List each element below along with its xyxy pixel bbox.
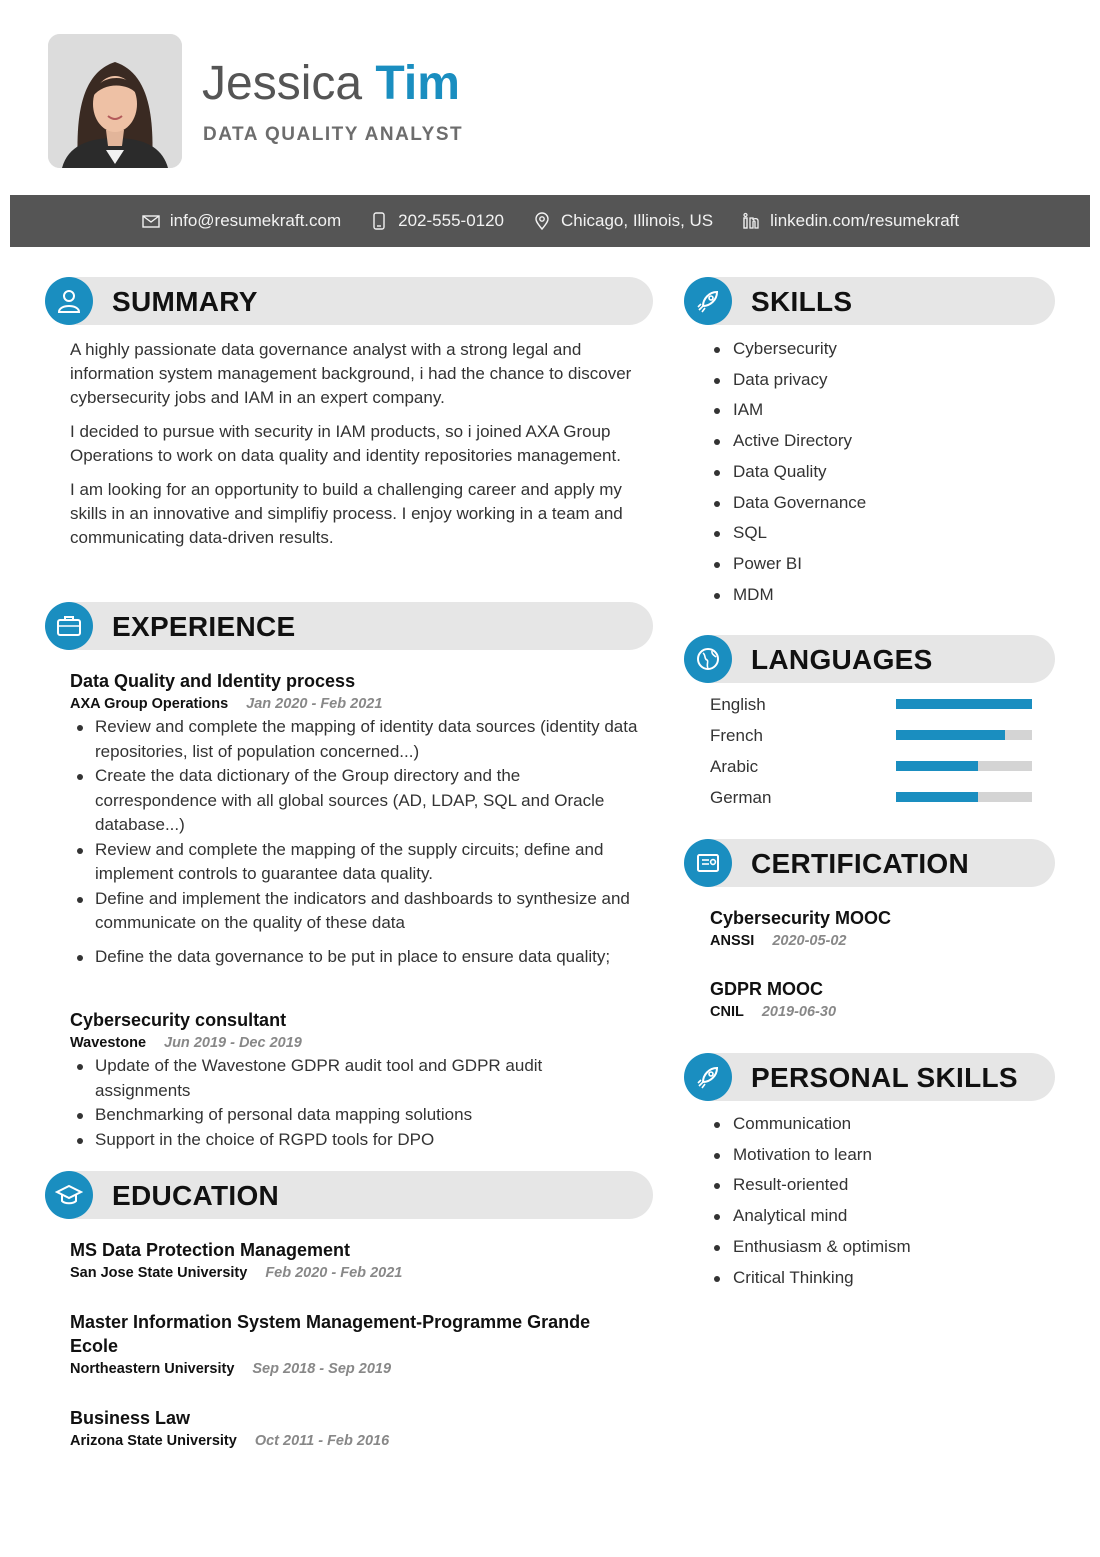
summary-icon-badge [45,277,93,325]
summary-header [46,277,653,325]
summary-paragraph: I decided to pursue with security in IAM products, so i joined AXA Group Operations to work on data quality and identity repositories management. [70,422,621,465]
responsibility-list [70,715,640,969]
certification-header [685,839,1055,887]
language-row [710,785,1035,816]
languages-list [710,692,1035,816]
degree-title: Master Information System Management-Programme Grande Ecole [70,1312,591,1356]
rocket-icon [694,287,722,315]
certification-heading: CERTIFICATION [751,848,970,879]
certification-item [710,977,1040,1023]
list-item: Analytical mind [711,1201,911,1232]
education-heading: EDUCATION [112,1180,280,1211]
experience-item [70,669,640,969]
language-level-fill [896,699,1032,709]
language-name: German [710,788,772,807]
list-item: Benchmarking of personal data mapping solutions [70,1103,640,1128]
education-item [70,1406,640,1452]
list-item: IAM [711,395,866,426]
degree-title: MS Data Protection Management [70,1240,351,1260]
list-item: Active Directory [711,426,866,457]
experience-header [46,602,653,650]
position-dates: Jan 2020 - Feb 2021 [246,696,383,712]
contact-phone[interactable] [369,211,504,231]
education-meta [70,1262,640,1284]
linkedin-icon [741,211,761,231]
personal-skills-header [685,1053,1055,1101]
education-meta [70,1358,630,1380]
list-item: Data Governance [711,488,866,519]
certification-issuer: CNIL [710,1004,744,1020]
language-level-bar [896,730,1032,740]
candidate-name [202,56,460,112]
company-name: Wavestone [70,1035,147,1051]
skills-list [711,334,866,610]
last-name: Tim [375,57,460,110]
graduation-cap-icon [55,1181,83,1209]
certification-icon-badge [684,839,732,887]
personal-skills-heading: PERSONAL SKILLS [751,1062,1018,1093]
list-item: Update of the Wavestone GDPR audit tool and GDPR audit assignments [70,1054,640,1103]
education-header [46,1171,653,1219]
user-icon [55,287,83,315]
profile-photo [48,34,182,168]
language-level-bar [896,792,1032,802]
list-item: Motivation to learn [711,1140,911,1171]
certification-issuer: ANSSI [710,933,755,949]
school-name: Arizona State University [70,1433,237,1449]
list-item: Critical Thinking [711,1263,911,1294]
summary-paragraph: A highly passionate data governance analyst with a strong legal and information system management background, i had the chance to discover cybersecurity jobs and IAM in an expert company. [70,340,632,407]
contact-location [532,211,713,231]
list-item: Power BI [711,549,866,580]
certification-item [710,906,1040,952]
education-item [70,1310,630,1380]
list-item: Enthusiasm & optimism [711,1232,911,1263]
portrait-image [48,34,182,168]
phone-icon [369,211,389,231]
language-name: Arabic [710,757,759,776]
education-icon-badge [45,1171,93,1219]
contact-bar [10,195,1090,247]
list-item: Define and implement the indicators and dashboards to synthesize and communicate on the quality of these data [70,887,640,936]
position-title: Cybersecurity consultant [70,1010,287,1030]
certification-meta [710,1001,1040,1023]
responsibility-list [70,1054,640,1152]
language-name: English [710,695,766,714]
list-item: MDM [711,580,866,611]
language-level-bar [896,699,1032,709]
languages-header [685,635,1055,683]
position-dates: Jun 2019 - Dec 2019 [164,1035,302,1051]
experience-item [70,1008,640,1152]
education-meta [70,1430,640,1452]
language-level-fill [896,730,1005,740]
education-item [70,1238,640,1284]
education-dates: Sep 2018 - Sep 2019 [252,1361,392,1377]
list-item: Define the data governance to be put in place to ensure data quality; [70,945,640,970]
summary-text [70,338,645,560]
position-title: Data Quality and Identity process [70,671,356,691]
personal-skills-list [711,1109,911,1293]
certification-name: GDPR MOOC [710,979,824,999]
position-meta [70,1032,640,1054]
list-item: Data Quality [711,457,866,488]
first-name: Jessica [202,57,363,110]
position-meta [70,693,640,715]
list-item: Communication [711,1109,911,1140]
language-row [710,692,1035,723]
rocket-icon [694,1063,722,1091]
list-item: Cybersecurity [711,334,866,365]
certification-meta [710,930,1040,952]
company-name: AXA Group Operations [70,696,229,712]
languages-icon-badge [684,635,732,683]
location-text: Chicago, Illinois, US [561,211,714,230]
certification-name: Cybersecurity MOOC [710,908,892,928]
language-name: French [710,726,763,745]
envelope-icon [141,211,161,231]
list-item: Data privacy [711,365,866,396]
experience-heading: EXPERIENCE [112,611,296,642]
experience-icon-badge [45,602,93,650]
skills-header [685,277,1055,325]
briefcase-icon [55,612,83,640]
certificate-icon [694,849,722,877]
language-level-bar [896,761,1032,771]
email-text: info@resumekraft.com [169,211,342,230]
language-row [710,723,1035,754]
list-item: Result-oriented [711,1170,911,1201]
certification-date: 2020-05-02 [772,933,847,949]
skills-heading: SKILLS [751,286,853,317]
list-item: Support in the choice of RGPD tools for DPO [70,1128,640,1153]
linkedin-text: linkedin.com/resumekraft [770,211,960,230]
summary-paragraph: I am looking for an opportunity to build a challenging career and apply my skills in an innovative and simplifiy process. I enjoy working in a team and communicating data-driven results. [70,480,623,547]
map-pin-icon [532,211,552,231]
contact-email[interactable] [141,211,341,231]
list-item: Review and complete the mapping of identity data sources (identity data repositories, list of population concerned...) [70,715,640,764]
languages-heading: LANGUAGES [751,644,933,675]
phone-text: 202-555-0120 [398,211,505,230]
education-dates: Feb 2020 - Feb 2021 [265,1265,403,1281]
degree-title: Business Law [70,1408,191,1428]
language-row [710,754,1035,785]
list-item: Create the data dictionary of the Group directory and the correspondence with all global sources (AD, LDAP, SQL and Oracle database...) [70,764,640,838]
skills-icon-badge [684,277,732,325]
globe-icon [694,645,722,673]
school-name: Northeastern University [70,1361,235,1377]
list-item: SQL [711,518,866,549]
contact-linkedin[interactable] [741,211,959,231]
education-dates: Oct 2011 - Feb 2016 [254,1433,390,1449]
personal-skills-icon-badge [684,1053,732,1101]
certification-date: 2019-06-30 [761,1004,837,1020]
summary-heading: SUMMARY [112,286,258,317]
list-item: Review and complete the mapping of the supply circuits; define and implement controls to guarantee data quality. [70,838,640,887]
language-level-fill [896,761,978,771]
school-name: San Jose State University [70,1265,248,1281]
job-title: DATA QUALITY ANALYST [203,124,464,145]
language-level-fill [896,792,978,802]
